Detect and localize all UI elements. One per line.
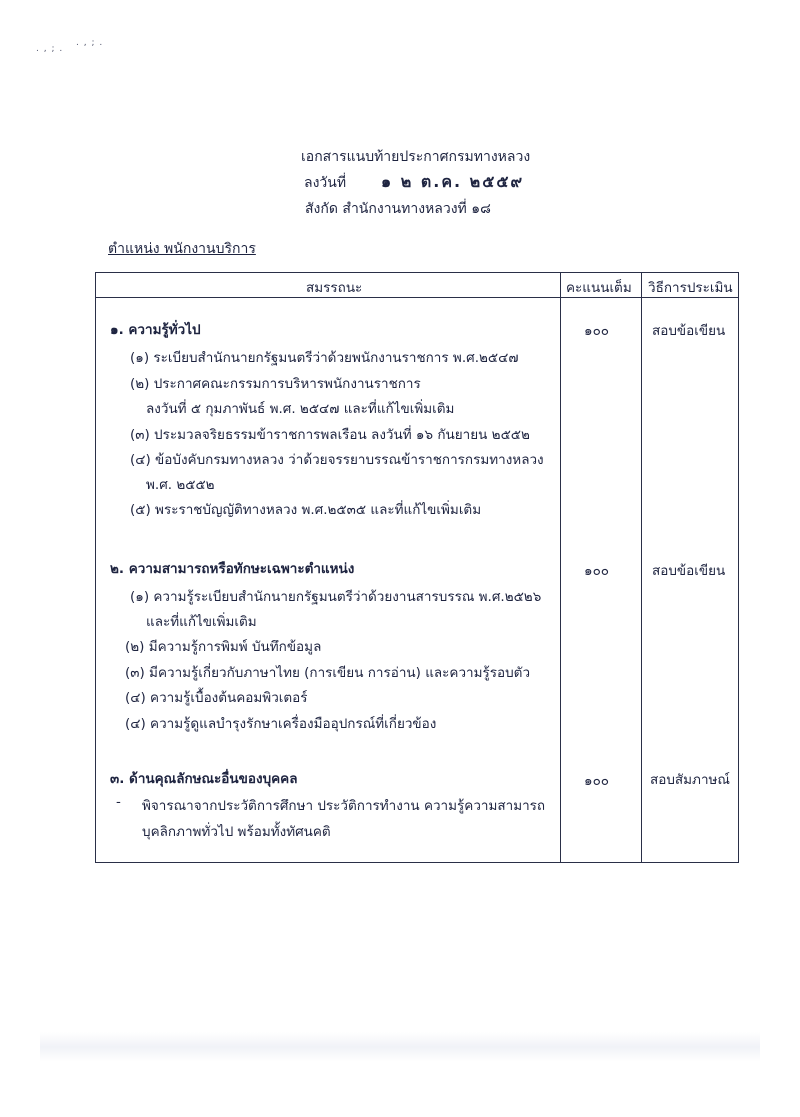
list-item: (๒) มีความรู้การพิมพ์ บันทึกข้อมูล xyxy=(125,639,322,655)
section-score: ๑๐๐ xyxy=(584,323,610,339)
section-score: ๑๐๐ xyxy=(584,563,610,579)
scan-specks: . , ; . xyxy=(36,44,64,54)
document-title: เอกสารแนบท้ายประกาศกรมทางหลวง xyxy=(301,149,531,165)
section-score: ๑๐๐ xyxy=(584,773,610,789)
list-item: (๔) ข้อบังคับกรมทางหลวง ว่าด้วยจรรยาบรรณข้าราชการกรมทางหลวง xyxy=(130,452,544,468)
date-label: ลงวันที่ xyxy=(304,175,347,191)
section-method: สอบข้อเขียน xyxy=(652,563,726,579)
section-heading: ๓. ด้านคุณลักษณะอื่นของบุคคล xyxy=(110,771,298,787)
list-item: (๔) ความรู้เบื้องต้นคอมพิวเตอร์ xyxy=(125,690,308,706)
list-item: และที่แก้ไขเพิ่มเติม xyxy=(146,614,257,630)
header-full-score: คะแนนเต็ม xyxy=(566,280,632,296)
list-item: พิจารณาจากประวัติการศึกษา ประวัติการทำงาน ความรู้ความสามารถ xyxy=(142,798,546,814)
list-item: (๓) ประมวลจริยธรรมข้าราชการพลเรือน ลงวันที่ ๑๖ กันยายน ๒๕๕๒ xyxy=(130,427,530,443)
section-heading: ๒. ความสามารถหรือทักษะเฉพาะตำแหน่ง xyxy=(110,561,355,577)
list-item: พ.ศ. ๒๕๕๒ xyxy=(146,477,215,493)
section-method: สอบข้อเขียน xyxy=(652,323,726,339)
section-heading: ๑. ความรู้ทั่วไป xyxy=(110,322,201,338)
list-bullet: - xyxy=(116,794,121,810)
list-item: (๑) ความรู้ระเบียบสำนักนายกรัฐมนตรีว่าด้วยงานสารบรรณ พ.ศ.๒๕๒๖ xyxy=(130,589,542,605)
position-title: ตำแหน่ง พนักงานบริการ xyxy=(108,241,256,257)
list-item: (๓) มีความรู้เกี่ยวกับภาษาไทย (การเขียน การอ่าน) และความรู้รอบตัว xyxy=(125,665,531,681)
list-item: (๒) ประกาศคณะกรรมการบริหารพนักงานราชการ xyxy=(130,376,421,392)
section-method: สอบสัมภาษณ์ xyxy=(650,772,730,788)
list-item: (๕) พระราชบัญญัติทางหลวง พ.ศ.๒๕๓๕ และที่แก้ไขเพิ่มเติม xyxy=(130,502,482,518)
list-item: ลงวันที่ ๕ กุมภาพันธ์ พ.ศ. ๒๕๔๗ และที่แก้ไขเพิ่มเติม xyxy=(146,401,455,417)
list-item: (๑) ระเบียบสำนักนายกรัฐมนตรีว่าด้วยพนักงานราชการ พ.ศ.๒๕๔๗ xyxy=(130,350,519,366)
date-value: ๑ ๒ ต.ค. ๒๕๕๙ xyxy=(381,172,525,191)
list-item: (๔) ความรู้ดูแลบำรุงรักษาเครื่องมืออุปกรณ์ที่เกี่ยวข้อง xyxy=(125,716,437,732)
list-item: บุคลิกภาพทั่วไป พร้อมทั้งทัศนคติ xyxy=(142,824,331,840)
scan-artifact xyxy=(40,1032,760,1062)
header-competency: สมรรถนะ xyxy=(306,280,363,296)
department-line: สังกัด สำนักงานทางหลวงที่ ๑๘ xyxy=(305,201,491,217)
header-assessment-method: วิธีการประเมิน xyxy=(648,280,733,296)
scan-specks: . , ; . xyxy=(76,38,104,48)
